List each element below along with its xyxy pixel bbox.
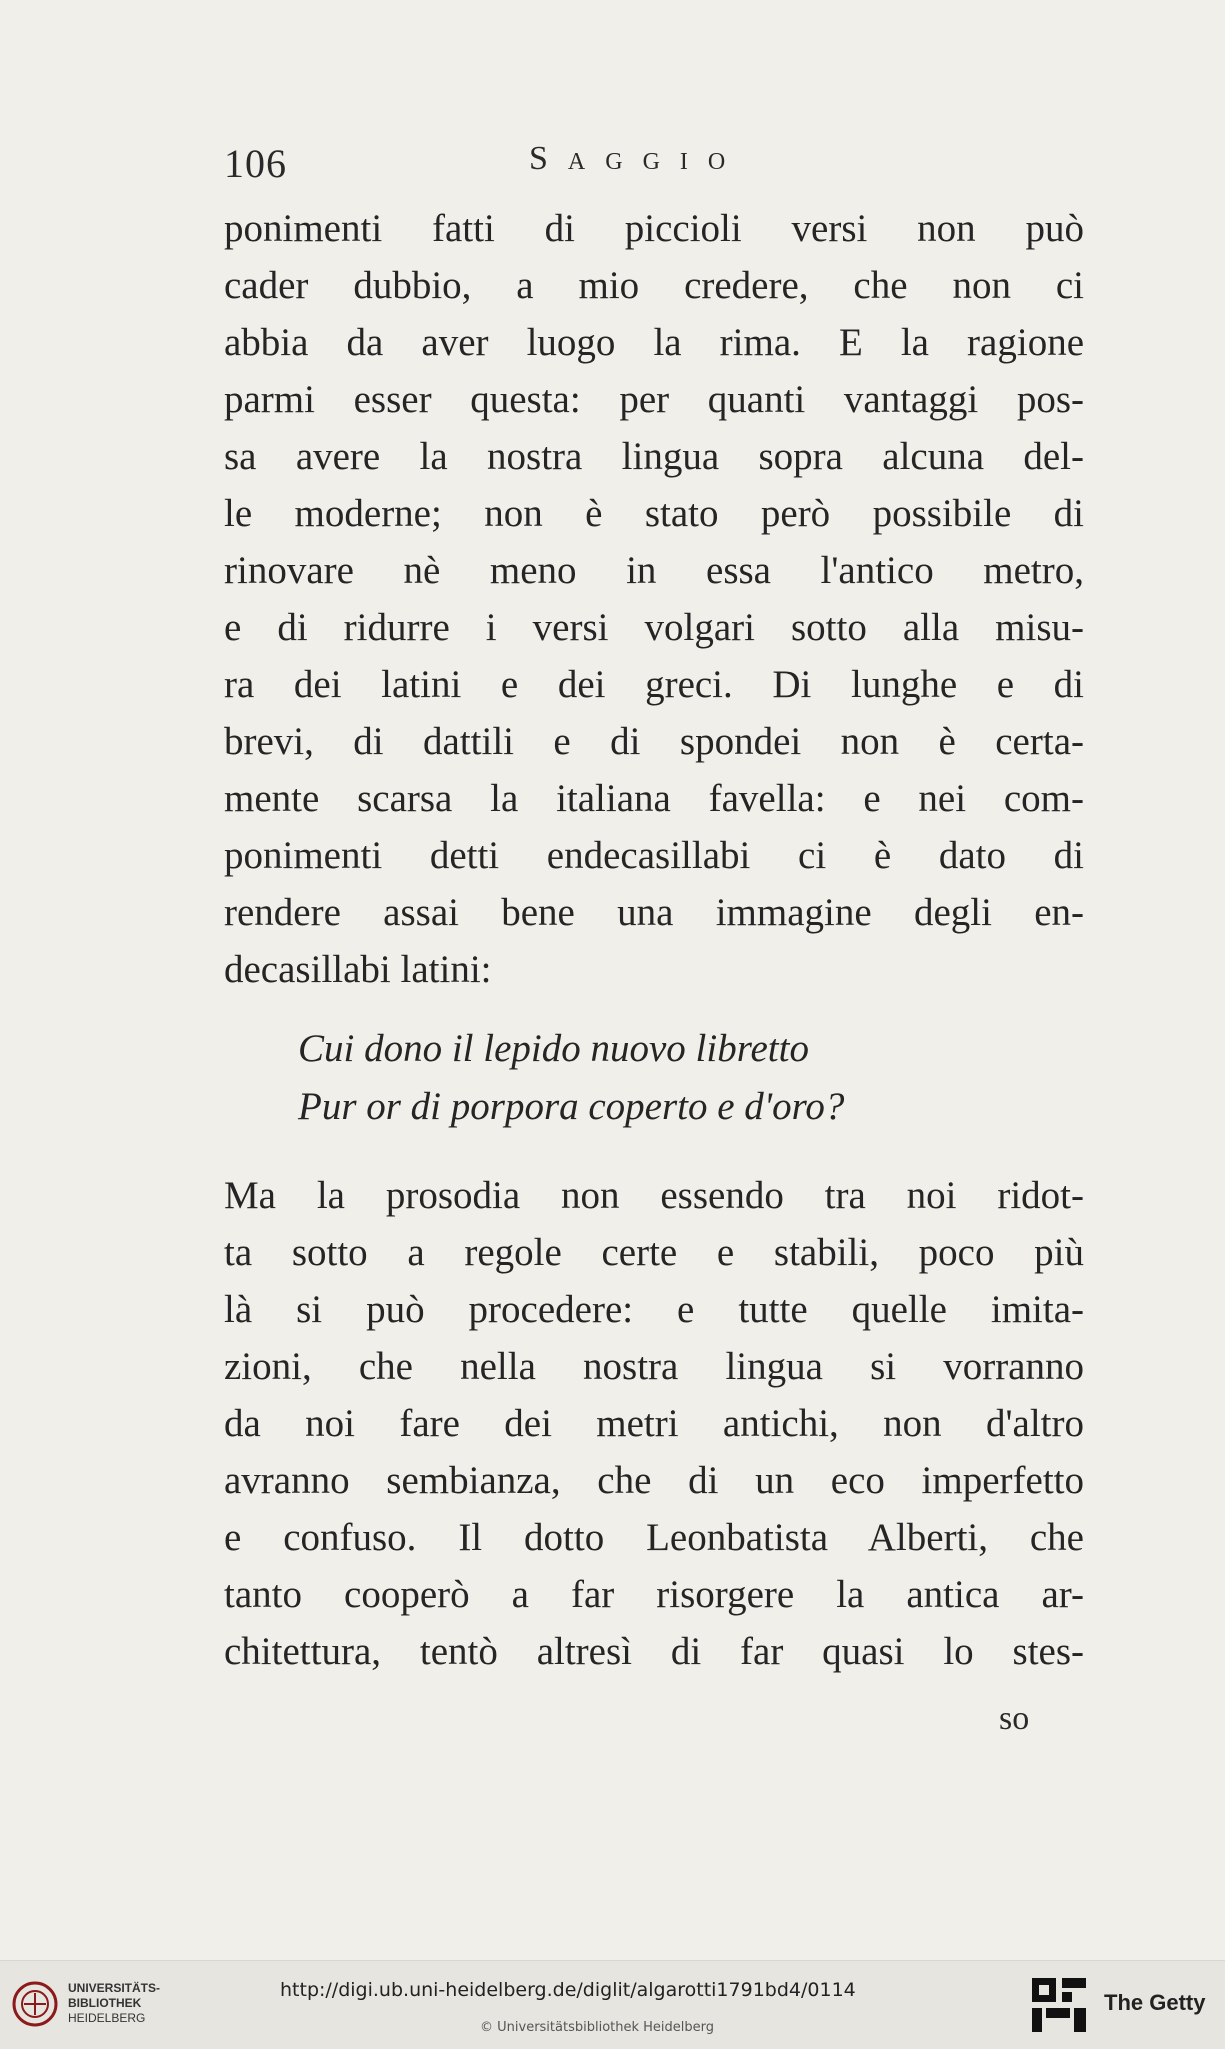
text-line: rendere assai bene una immagine degli en- <box>224 891 1084 934</box>
running-head <box>224 140 1094 190</box>
text-line: e confuso. Il dotto Leonbatista Alberti, che <box>224 1516 1084 1559</box>
catchword: so <box>999 1700 1030 1737</box>
partner-name: The Getty <box>1104 1990 1206 2015</box>
library-name-line: BIBLIOTHEK <box>68 1996 142 2010</box>
permalink-url[interactable]: http://digi.ub.uni-heidelberg.de/diglit/algarotti1791bd4/0114 <box>280 1979 856 2001</box>
text-line: da noi fare dei metri antichi, non d'altro <box>224 1402 1084 1445</box>
text-line: cader dubbio, a mio credere, che non ci <box>224 264 1084 307</box>
text-line: Ma la prosodia non essendo tra noi ridot- <box>224 1174 1084 1217</box>
verse-quotation <box>298 1020 844 1136</box>
text-line: ponimenti fatti di piccioli versi non può <box>224 207 1084 250</box>
viewer-footer <box>0 1960 1225 2049</box>
university-seal-icon <box>12 1981 58 2027</box>
text-line: decasillabi latini: <box>224 948 492 991</box>
text-line: zioni, che nella nostra lingua si vorranno <box>224 1345 1084 1388</box>
text-line: là si può procedere: e tutte quelle imita- <box>224 1288 1084 1331</box>
page-number: 106 <box>224 141 287 186</box>
getty-logo-icon <box>1030 1976 1090 2036</box>
text-line: abbia da aver luogo la rima. E la ragione <box>224 321 1084 364</box>
text-line: mente scarsa la italiana favella: e nei com- <box>224 777 1084 820</box>
text-line: sa avere la nostra lingua sopra alcuna del- <box>224 435 1084 478</box>
text-line: e di ridurre i versi volgari sotto alla misu- <box>224 606 1084 649</box>
verse-line: Cui dono il lepido nuovo libretto <box>298 1027 809 1070</box>
library-name-line: UNIVERSITÄTS- <box>68 1981 161 1995</box>
text-line: chitettura, tentò altresì di far quasi lo stes- <box>224 1630 1084 1673</box>
running-title: Saggio <box>529 140 746 177</box>
library-name <box>68 1981 160 2026</box>
text-line: le moderne; non è stato però possibile di <box>224 492 1084 535</box>
text-line: tanto cooperò a far risorgere la antica ar- <box>224 1573 1084 1616</box>
text-line: ra dei latini e dei greci. Di lunghe e di <box>224 663 1084 706</box>
text-line: avranno sembianza, che di un eco imperfetto <box>224 1459 1084 1502</box>
library-name-line: HEIDELBERG <box>68 2011 146 2025</box>
text-line: ponimenti detti endecasillabi ci è dato di <box>224 834 1084 877</box>
text-line: ta sotto a regole certe e stabili, poco più <box>224 1231 1084 1274</box>
prose-paragraph-2 <box>224 1167 1084 1680</box>
text-line: parmi esser questa: per quanti vantaggi pos- <box>224 378 1084 421</box>
verse-line: Pur or di porpora coperto e d'oro? <box>298 1085 845 1128</box>
text-line: brevi, di dattili e di spondei non è certa- <box>224 720 1084 763</box>
copyright-notice: © Universitätsbibliothek Heidelberg <box>480 2020 715 2035</box>
text-line: rinovare nè meno in essa l'antico metro, <box>224 549 1084 592</box>
prose-paragraph-1 <box>224 200 1084 998</box>
